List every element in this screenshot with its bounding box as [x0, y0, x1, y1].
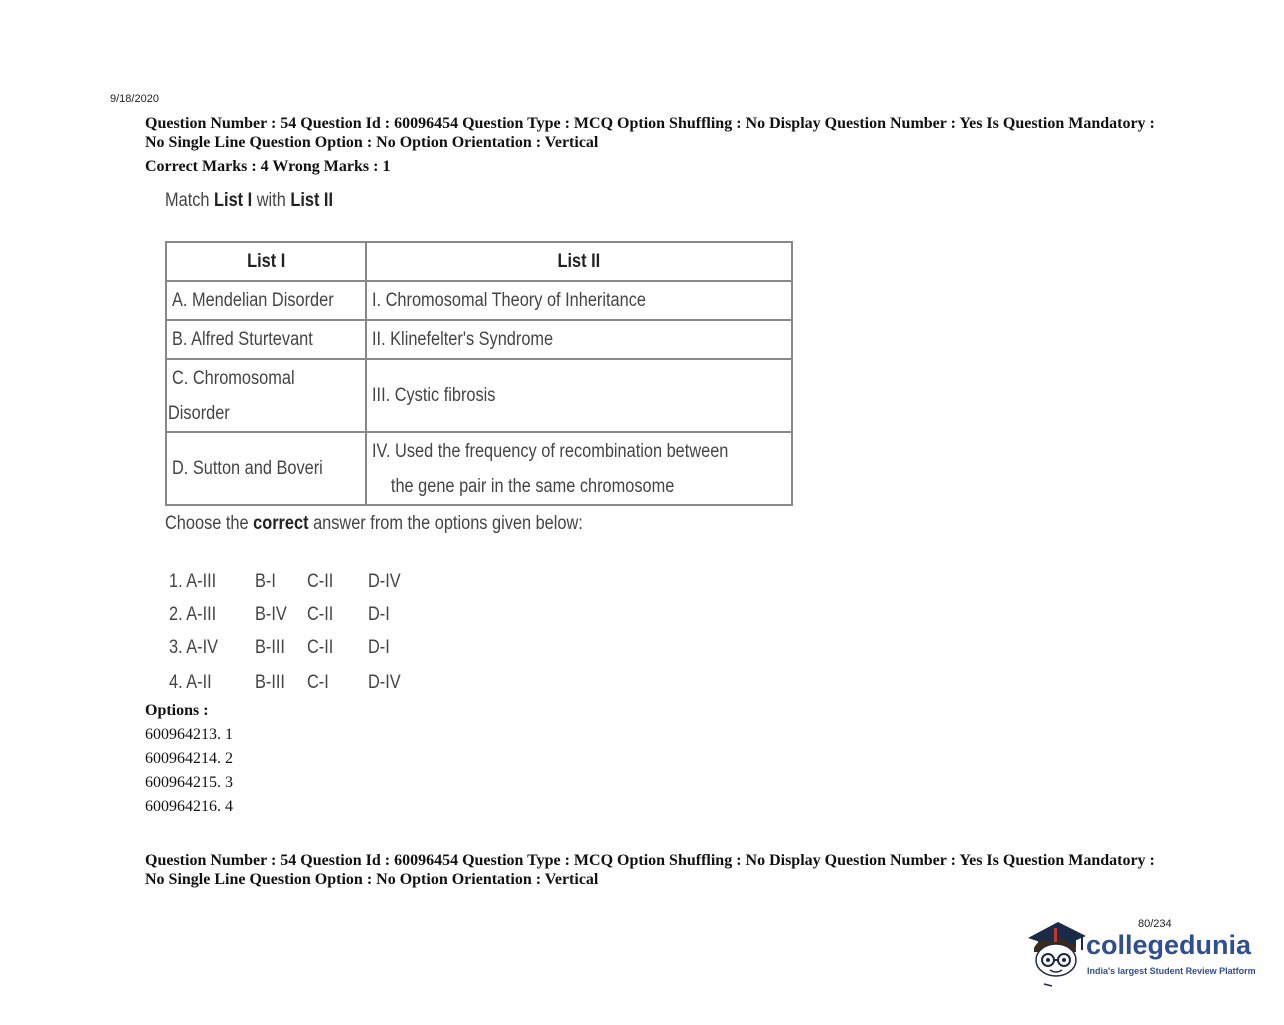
table-row	[166, 432, 792, 505]
answer-cell: 1. A-III	[169, 571, 217, 592]
answer-cell: D-I	[368, 604, 390, 625]
table-cell-right: I. Chromosomal Theory of Inheritance	[366, 281, 792, 320]
table-row	[166, 320, 792, 359]
table-cell-right: III. Cystic fibrosis	[366, 359, 792, 432]
answer-cell: 4. A-II	[169, 672, 212, 693]
answer-cell: D-IV	[368, 571, 401, 592]
header-list2: List II	[366, 242, 792, 281]
choose-suffix: answer from the options given below:	[313, 513, 583, 534]
table-cell-left: A. Mendelian Disorder	[166, 281, 366, 320]
option-item: 600964214. 2	[145, 750, 233, 767]
page-number: 80/234	[1138, 918, 1172, 930]
logo-wordmark: collegedunia	[1086, 930, 1252, 960]
question-intro	[165, 190, 333, 212]
answer-cell: D-IV	[368, 672, 401, 693]
choose-instruction	[165, 513, 583, 535]
answer-cell: B-III	[255, 637, 285, 658]
intro-list2: List II	[290, 190, 334, 211]
answer-cell: B-III	[255, 672, 285, 693]
logo-tagline: India's largest Student Review Platform	[1087, 966, 1256, 976]
table-row	[166, 359, 792, 432]
intro-mid: with	[256, 190, 286, 211]
intro-list1: List I	[214, 190, 253, 211]
table-row	[166, 281, 792, 320]
header-list1: List I	[166, 242, 366, 281]
answer-cell: B-I	[255, 571, 276, 592]
table-cell-right: II. Klinefelter's Syndrome	[366, 320, 792, 359]
print-date: 9/18/2020	[110, 93, 159, 105]
match-table	[165, 241, 793, 506]
answer-cell: C-II	[307, 571, 334, 592]
option-item: 600964215. 3	[145, 774, 233, 791]
option-item: 600964213. 1	[145, 726, 233, 743]
choose-prefix: Choose the	[165, 513, 249, 534]
table-cell-left: C. Chromosomal Disorder	[166, 359, 366, 432]
table-cell-left: D. Sutton and Boveri	[166, 432, 366, 505]
marks-line: Correct Marks : 4 Wrong Marks : 1	[145, 158, 391, 175]
intro-prefix: Match	[165, 190, 210, 211]
choose-bold: correct	[253, 513, 309, 534]
answer-cell: 3. A-IV	[169, 637, 219, 658]
table-cell-left: B. Alfred Sturtevant	[166, 320, 366, 359]
answer-cell: B-IV	[255, 604, 287, 625]
option-item: 600964216. 4	[145, 798, 233, 815]
question-meta-repeat: Question Number : 54 Question Id : 60096454 Question Type : MCQ Option Shuffling : No Display Question Number : Yes Is Question Mandatory : No Single Line Question Option : No Option Orientation : Vertical	[145, 852, 1155, 888]
table-header-row	[166, 242, 792, 281]
table-cell-right: IV. Used the frequency of recombination between the gene pair in the same chromosome	[366, 432, 792, 505]
question-meta: Question Number : 54 Question Id : 60096454 Question Type : MCQ Option Shuffling : No Display Question Number : Yes Is Question Mandatory : No Single Line Question Option : No Option Orientation : Vertical	[145, 115, 1155, 151]
options-label: Options :	[145, 702, 209, 719]
answer-cell: C-I	[307, 672, 329, 693]
answer-cell: C-II	[307, 637, 334, 658]
answer-cell: D-I	[368, 637, 390, 658]
answer-cell: 2. A-III	[169, 604, 217, 625]
answer-cell: C-II	[307, 604, 334, 625]
